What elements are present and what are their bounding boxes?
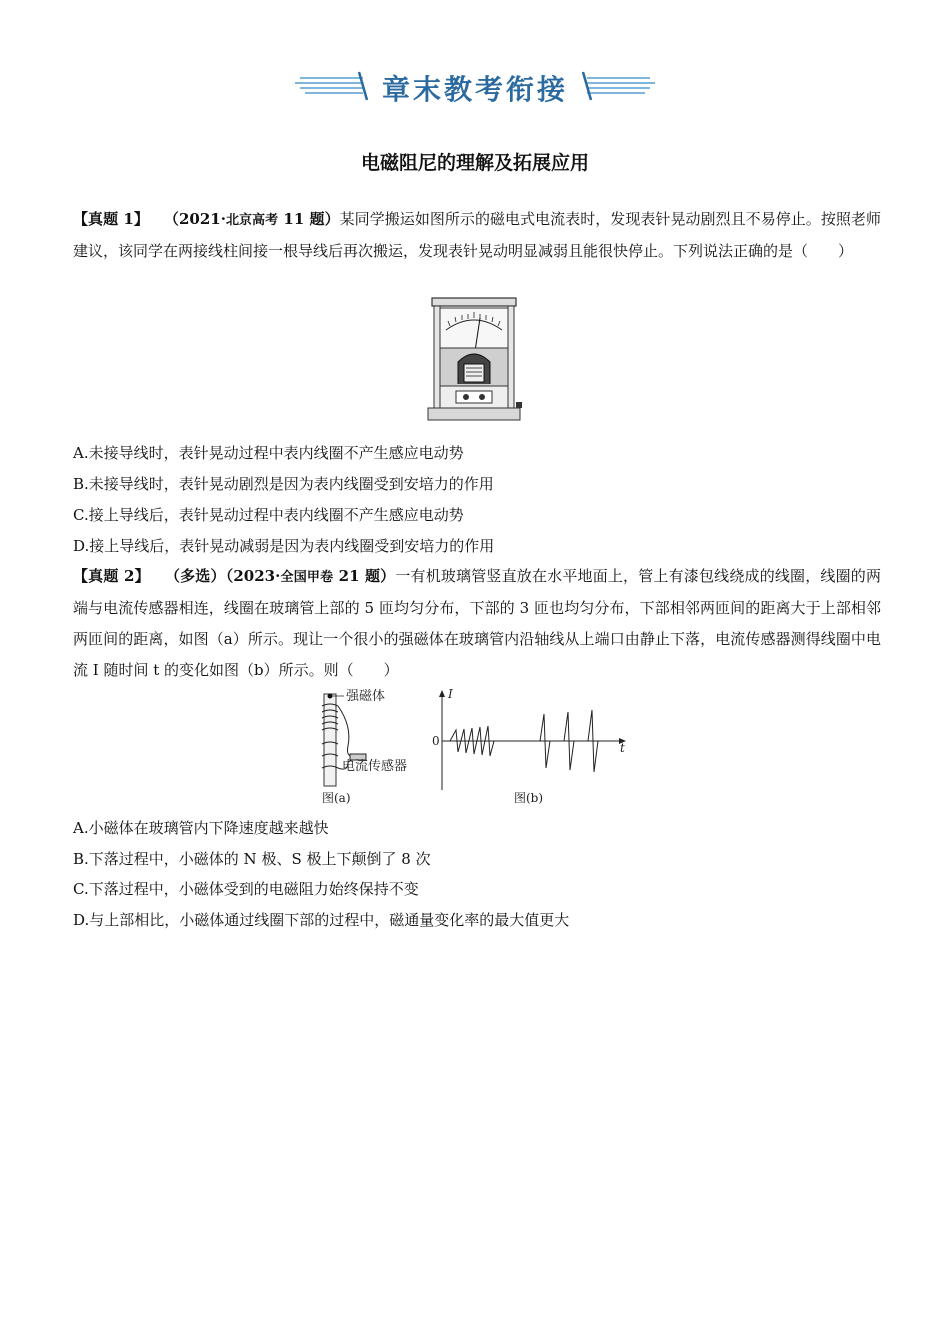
question-1-option-d: D.接上导线后，表针晃动减弱是因为表内线圈受到安培力的作用 — [73, 537, 495, 555]
question-1-text: 某同学搬运如图所示的磁电式电流表时，发现表针晃动剧烈且不易停止。按照老师建议，该同学在两接线柱间接一根导线后再次搬运，发现表针晃动明显减弱且能很快停止。下列说法正确的是（ ） — [73, 210, 881, 260]
question-2-multi: （多选） — [164, 567, 226, 585]
caption-a: 图(a) — [322, 791, 351, 805]
question-2-option-c: C.下落过程中，小磁体受到的电磁阻力始终保持不变 — [73, 880, 419, 898]
question-1-option-a: A.未接导线时，表针晃动过程中表内线圈不产生感应电动势 — [73, 444, 464, 462]
chapter-banner — [295, 66, 655, 106]
question-2-option-d: D.与上部相比，小磁体通过线圈下部的过程中，磁通量变化率的最大值更大 — [73, 911, 570, 929]
question-1-option-c: C.接上导线后，表针晃动过程中表内线圈不产生感应电动势 — [73, 506, 464, 524]
origin-label: 0 — [432, 734, 440, 748]
axis-y-label: I — [448, 687, 453, 701]
question-1-option-b: B.未接导线时，表针晃动剧烈是因为表内线圈受到安培力的作用 — [73, 475, 494, 493]
caption-b: 图(b) — [514, 791, 544, 805]
coil-and-current-figure — [318, 686, 630, 810]
question-1-stem — [73, 204, 881, 267]
question-2-text: 一有机玻璃管竖直放在水平地面上，管上有漆包线绕成的线圈，线圈的两端与电流传感器相连，线圈在玻璃管上部的 5 匝均匀分布，下部的 3 匝也均匀分布，下部相邻两匝间的距离大于上部相邻两匝间的距离，如图（a）所示。现让一个很小的强磁体在玻璃管内沿轴线从上端口由静止下落，电流传感器测得线圈中电流 I 随时间 t 的变化如图（b）所示。则（ ） — [73, 567, 881, 679]
question-2-stem — [73, 561, 881, 686]
question-2-source: （2023·全国甲卷 21 题） — [225, 567, 396, 585]
question-2-option-a: A.小磁体在玻璃管内下降速度越来越快 — [73, 819, 329, 837]
question-1-tag: 【真题 1】 — [73, 210, 149, 228]
sensor-label: 电流传感器 — [342, 759, 408, 774]
banner-title: 章末教考衔接 — [381, 73, 568, 106]
axis-x-label: t — [620, 741, 625, 755]
question-2-option-b: B.下落过程中，小磁体的 N 极、S 极上下颠倒了 8 次 — [73, 850, 431, 868]
question-1-source: （2021·北京高考 11 题） — [163, 210, 340, 228]
magnet-label: 强磁体 — [346, 689, 386, 704]
magnet-dot — [328, 694, 333, 699]
galvanometer-figure — [424, 296, 524, 428]
section-title: 电磁阻尼的理解及拓展应用 — [360, 152, 589, 174]
question-2-tag: 【真题 2】 — [73, 567, 150, 585]
